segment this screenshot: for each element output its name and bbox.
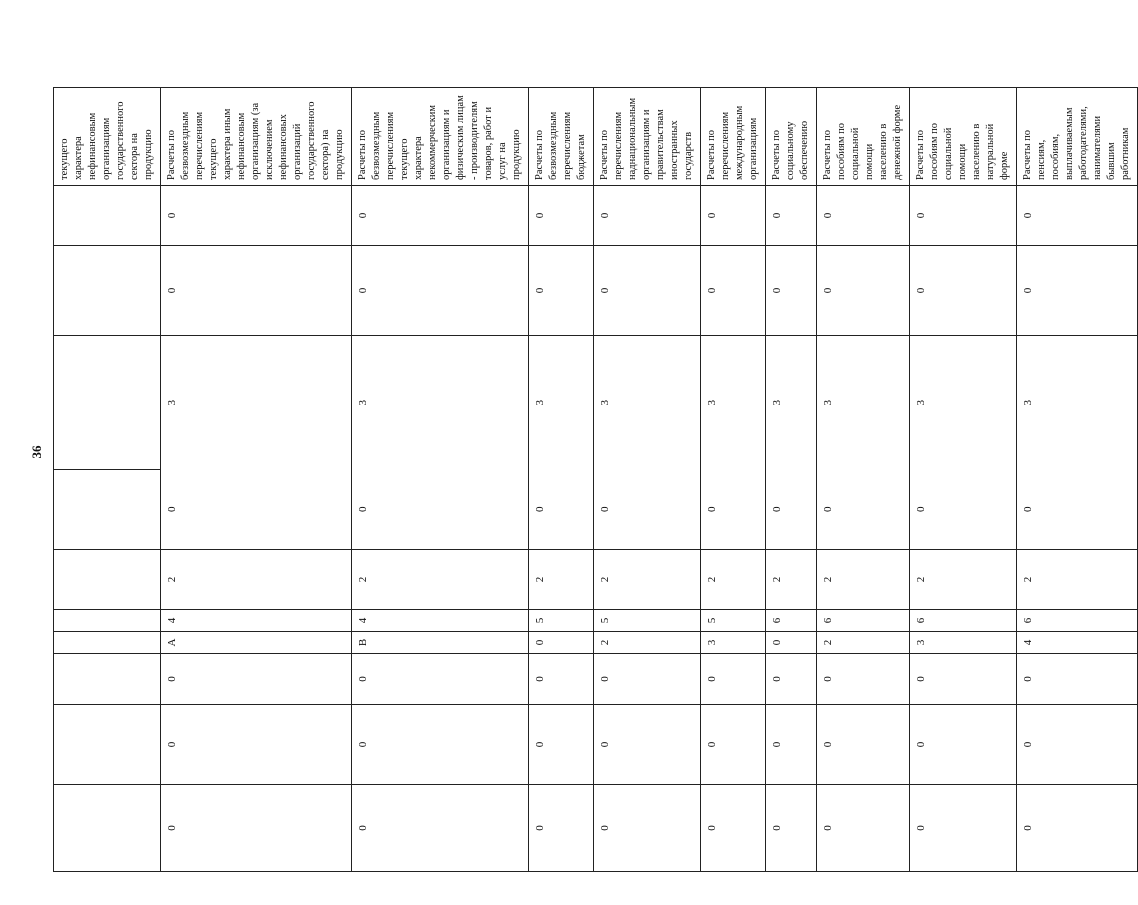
cell-v1: 0 (1017, 785, 1138, 872)
table-row (817, 88, 910, 872)
page-number: 36 (29, 445, 44, 459)
cell-v6: 2 (910, 550, 1017, 610)
cell-v6: 2 (352, 550, 529, 610)
cell-v2: 0 (529, 705, 594, 785)
cell-v4: 4 (1017, 632, 1138, 654)
cell-v10: 0 (701, 186, 766, 246)
cell-v2: 0 (817, 705, 910, 785)
cell-v5: 4 (161, 610, 352, 632)
cell-v8: 3 (701, 336, 766, 470)
cell-v1: 0 (161, 785, 352, 872)
cell-v8: 3 (352, 336, 529, 470)
cell-v7: 0 (594, 470, 701, 550)
cell-v10: 0 (910, 186, 1017, 246)
cell-v7: 0 (161, 470, 352, 550)
cell-v1: 0 (817, 785, 910, 872)
cell-v5: 5 (529, 610, 594, 632)
cell-v8: 3 (161, 336, 352, 470)
cell-v5: 5 (594, 610, 701, 632)
cell-v9: 0 (1017, 246, 1138, 336)
cell-v10: 0 (1017, 186, 1138, 246)
cell-v7: 0 (701, 470, 766, 550)
cell-v3: 0 (161, 654, 352, 705)
cell-v1: 0 (766, 785, 817, 872)
cell-v1: 0 (352, 785, 529, 872)
cell-v1: 0 (701, 785, 766, 872)
cell-v2: 0 (1017, 705, 1138, 785)
cell-v6 (54, 550, 161, 610)
cell-v7: 0 (766, 470, 817, 550)
account-name: Расчеты по безвозмездным перечислениям бюджетам (529, 88, 594, 186)
cell-v7: 0 (529, 470, 594, 550)
cell-v6: 2 (161, 550, 352, 610)
cell-v5: 6 (817, 610, 910, 632)
cell-v1: 0 (529, 785, 594, 872)
cell-v5: 5 (701, 610, 766, 632)
cell-v9: 0 (817, 246, 910, 336)
cell-v8 (54, 336, 161, 470)
cell-v9: 0 (529, 246, 594, 336)
cell-v3: 0 (594, 654, 701, 705)
cell-v10: 0 (529, 186, 594, 246)
cell-v4: 3 (910, 632, 1017, 654)
cell-v8: 3 (766, 336, 817, 470)
table-row (910, 88, 1017, 872)
cell-v2: 0 (910, 705, 1017, 785)
cell-v10: 0 (161, 186, 352, 246)
cell-v9: 0 (594, 246, 701, 336)
cell-v3 (54, 654, 161, 705)
account-name: Расчеты по безвозмездным перечислениям текущего характера иным нефинансовым организациям (за исключением нефинансовых организаций государственного сектора) на продукцию (161, 88, 352, 186)
cell-v7 (54, 470, 161, 550)
cell-v2: 0 (161, 705, 352, 785)
table-row (594, 88, 701, 872)
cell-v9: 0 (766, 246, 817, 336)
table-row (529, 88, 594, 872)
cell-v7: 0 (817, 470, 910, 550)
cell-v3: 0 (529, 654, 594, 705)
account-name: Расчеты по социальному обеспечению (766, 88, 817, 186)
cell-v10: 0 (352, 186, 529, 246)
cell-v5: 6 (910, 610, 1017, 632)
cell-v8: 3 (529, 336, 594, 470)
cell-v9: 0 (910, 246, 1017, 336)
cell-v6: 2 (701, 550, 766, 610)
cell-v2: 0 (701, 705, 766, 785)
cell-v9: 0 (161, 246, 352, 336)
table-row (161, 88, 352, 872)
cell-v4: А (161, 632, 352, 654)
cell-v4: 0 (529, 632, 594, 654)
cell-v5: 6 (1017, 610, 1138, 632)
account-name: Расчеты по пособиям по социальной помощи населению в натуральной форме (910, 88, 1017, 186)
cell-v10: 0 (594, 186, 701, 246)
cell-v3: 0 (817, 654, 910, 705)
cell-v6: 2 (1017, 550, 1138, 610)
cell-v5 (54, 610, 161, 632)
cell-v7: 0 (352, 470, 529, 550)
cell-v4: В (352, 632, 529, 654)
cell-v4: 3 (701, 632, 766, 654)
cell-v2: 0 (766, 705, 817, 785)
cell-v4: 2 (594, 632, 701, 654)
account-name: Расчеты по перечислениям наднациональным организациям и правительствам иностранных государств (594, 88, 701, 186)
account-name: Расчеты по безвозмездным перечислениям текущего характера некоммерческим организациям и физическим лицам - производителям товаров, работ и услуг на продукцию (352, 88, 529, 186)
cell-v7: 0 (1017, 470, 1138, 550)
cell-v2: 0 (352, 705, 529, 785)
cell-v5: 6 (766, 610, 817, 632)
cell-v8: 3 (594, 336, 701, 470)
cell-v3: 0 (910, 654, 1017, 705)
cell-v4 (54, 632, 161, 654)
table-row (766, 88, 817, 872)
cell-v6: 2 (766, 550, 817, 610)
cell-v8: 3 (1017, 336, 1138, 470)
cell-v2 (54, 705, 161, 785)
table-row (1017, 88, 1138, 872)
cell-v8: 3 (817, 336, 910, 470)
cell-v3: 0 (1017, 654, 1138, 705)
cell-v1: 0 (594, 785, 701, 872)
cell-v5: 4 (352, 610, 529, 632)
cell-v8: 3 (910, 336, 1017, 470)
cell-v1: 0 (910, 785, 1017, 872)
cell-v6: 2 (594, 550, 701, 610)
cell-v3: 0 (352, 654, 529, 705)
account-name: текущего характера нефинансовым организациям государственного сектора на продукцию (54, 88, 161, 186)
account-name: Расчеты по пособиям по социальной помощи населению в денежной форме (817, 88, 910, 186)
rotated-table-container (53, 88, 1131, 872)
table-row (54, 88, 161, 872)
cell-v4: 2 (817, 632, 910, 654)
cell-v9: 0 (352, 246, 529, 336)
cell-v4: 0 (766, 632, 817, 654)
accounts-table (53, 87, 1138, 872)
cell-v3: 0 (766, 654, 817, 705)
cell-v10: 0 (766, 186, 817, 246)
table-row (701, 88, 766, 872)
account-name: Расчеты по перечислениям международным организациям (701, 88, 766, 186)
cell-v2: 0 (594, 705, 701, 785)
cell-v6: 2 (529, 550, 594, 610)
account-name: Расчеты по пенсиям, пособиям, выплачиваемым работодателями, нанимателями бывшим работникам (1017, 88, 1138, 186)
cell-v10: 0 (817, 186, 910, 246)
cell-v1 (54, 785, 161, 872)
cell-v6: 2 (817, 550, 910, 610)
cell-v7: 0 (910, 470, 1017, 550)
cell-v10 (54, 186, 161, 246)
cell-v3: 0 (701, 654, 766, 705)
cell-v9: 0 (701, 246, 766, 336)
cell-v9 (54, 246, 161, 336)
table-row (352, 88, 529, 872)
